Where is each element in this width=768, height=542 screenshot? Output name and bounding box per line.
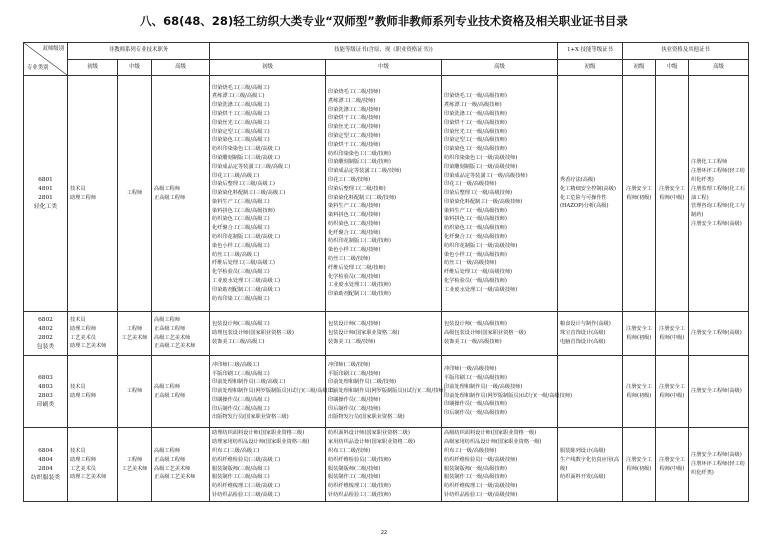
cell-line: 高级家用纺织品设计师(国家职业资格一级)	[444, 439, 542, 446]
cell-line: 生产线数字化仿真应用(高级)	[560, 456, 620, 472]
cell-nt-middle	[118, 428, 152, 502]
cell-line: 印染雕刻制版工(二级/技师)	[328, 159, 391, 166]
cell-line: 印染烘干工(二级/技师)	[328, 115, 381, 122]
cell-line: 化工危险与可操作性(HAZOP)分析(高级)	[560, 194, 609, 210]
cell-line: 正高级工程师	[154, 194, 186, 201]
cell-line: 印染烧毛工(二级/技师)	[328, 88, 381, 95]
cell-line: 煮练漂工(三级/高级工)	[212, 93, 265, 100]
cell-line: 平版印刷工(三级/高级工)	[212, 370, 270, 377]
cell-line: 印后制作员(一级/高级技师)	[444, 410, 507, 417]
cell-line: 服装陈列设计(高级)	[560, 447, 606, 454]
cell-pr-senior	[689, 356, 749, 428]
cell-line: 印花工(三级/高级工)	[212, 172, 260, 179]
cell-line: 印染烧毛工(一级/高级技师)	[444, 93, 507, 100]
cell-sk-senior	[442, 76, 558, 312]
cell-line: 秀香疗法(高级)	[560, 176, 596, 183]
cell-line: 工程师	[126, 190, 143, 197]
cell-line: 印前处理和制作员(网罗版制版员)(试行)(一级/高级技师)	[444, 392, 573, 399]
cell-line: 电脑首饰设计(高级)	[560, 338, 606, 345]
cell-line: 化工精细安全控制(高级)	[560, 185, 616, 192]
cell-x-primary	[558, 428, 623, 502]
cell-line: 6801	[38, 176, 53, 183]
cell-line: 印染染色工(一级/高级技师)	[444, 146, 507, 153]
cell-line: 工程师	[126, 388, 143, 395]
cell-line: 印染染色工(三级/高级工)	[212, 137, 270, 144]
cell-line: 染料拼色工(三级/高级技师)	[212, 207, 275, 214]
cell-line: 助理工程师	[70, 392, 96, 399]
cell-line: 出版物发行员(国家职业资格二级)	[328, 414, 405, 421]
cell-line: 正高级工程师	[154, 456, 186, 463]
cell-line: 染料拼色工(二级/技师)	[328, 212, 381, 219]
cell-line: 助理工程师	[70, 194, 96, 201]
cell-line: 注册安全工程师(中级)	[659, 185, 685, 201]
cell-sk-senior	[442, 356, 573, 428]
cell-line: 纺织印染染色工(三级/高级工)	[212, 146, 281, 153]
cell-nt-middle	[118, 356, 152, 428]
cell-line: 纺布印染工(三级/高级工)	[212, 295, 270, 302]
cell-line: 高级工艺美术师	[154, 465, 191, 472]
cell-line: 高级工程师	[154, 447, 180, 454]
cell-line: 染色小样工(一级/高级技师)	[444, 251, 507, 258]
header-level: 初级	[623, 59, 656, 76]
cell-line: 注册安全工程师(高级)	[691, 388, 742, 395]
cell-pr-primary	[623, 76, 656, 312]
cell-line: 印染丝光工(三级/高级工)	[212, 119, 270, 126]
cell-sk-primary	[210, 76, 326, 312]
cell-pr-primary	[623, 356, 656, 428]
cell-line: 技术员	[70, 316, 86, 323]
cell-pr-senior	[689, 312, 749, 356]
cell-line: 印染洗涤工(一级/高级技师)	[444, 110, 507, 117]
cell-line: 纺织面料设计师(国家职业资格二级)	[328, 430, 410, 437]
cell-line: 纺织印染染色工(一级/高级技师)	[444, 154, 518, 161]
cell-line: 出版物发行员(国家职业资格三级)	[212, 414, 289, 421]
cell-sk-primary	[210, 356, 335, 428]
cell-line: 印染助剂配制工(三级/高级工)	[212, 286, 281, 293]
cell-line: 工艺美术师	[121, 334, 148, 341]
cell-pr-primary	[623, 312, 656, 356]
cell-line: 纺织纤维检验员(二级/技师)	[328, 456, 391, 463]
cell-line: 印染烘干工(三级/高级工)	[212, 110, 270, 117]
cell-line: 纤维后处理工(三级/高级工)	[212, 260, 275, 267]
cell-nt-senior	[152, 76, 210, 312]
cell-nt-senior	[152, 428, 210, 502]
cell-line: 印染染化料配制工(三级/高级工)	[212, 190, 286, 197]
cell-pr-primary	[623, 428, 656, 502]
cell-line: 注册安全工程师(高级)	[691, 220, 742, 227]
cell-line: 6803	[38, 374, 53, 381]
cell-line: 纺织印花制版工(一级/高级技师)	[444, 242, 518, 249]
header-practice: 执业资格及其他证书	[623, 43, 749, 60]
cell-category	[24, 356, 68, 428]
cell-line: 织布工(二级/技师)	[328, 447, 371, 454]
header-level: 初级	[558, 59, 623, 76]
cell-line: 包装设计师(二级/技师)	[328, 321, 381, 328]
cell-pr-senior	[689, 76, 749, 312]
cell-line: 印后制作员(二级/技师)	[328, 405, 381, 412]
cell-line: 高级工程师	[154, 383, 180, 390]
cell-line: 煮练漂工(二级/技师)	[328, 97, 376, 104]
cell-line: 正高级工艺美术师	[154, 343, 196, 350]
cell-line: 纺织面料开发(高级)	[560, 474, 606, 481]
cell-line: 印染染化料配制工(二级/技师)	[328, 194, 397, 201]
cell-line: 工业废水处理工(三级/高级工)	[212, 278, 281, 285]
cell-line: 纺织印染染色工(二级/技师)	[328, 150, 391, 157]
cell-line: 6804	[38, 447, 53, 454]
table-row	[24, 76, 749, 312]
cell-line: 印染定型工(一级/高级技师)	[444, 137, 507, 144]
cell-x-primary	[558, 356, 623, 428]
header-corner-top: 双师级别	[42, 46, 64, 52]
cell-line: 纺织纤维检验员(三级/高级工)	[212, 456, 281, 463]
cell-line: 纺织服装类	[31, 474, 60, 481]
table-row	[24, 356, 749, 428]
cell-line: 2801	[38, 194, 53, 201]
page-number: 22	[380, 530, 388, 536]
cell-line: 印染成品定等装潢工(二级/技师)	[328, 168, 402, 175]
cell-line: 染料生产工(三级/高级工)	[212, 198, 270, 205]
cell-line: 织布工(一级/高级技师)	[444, 447, 497, 454]
cell-line: 平版印刷工(二级/技师)	[328, 370, 381, 377]
cell-nt-primary	[68, 312, 118, 356]
cell-line: 冲印师(三级/高级工)	[212, 361, 260, 368]
cell-line: 注册安全工程师(初级)	[626, 456, 652, 472]
cell-line: 工程师	[126, 456, 143, 463]
cell-line: 印染洗涤工(二级/技师)	[328, 106, 381, 113]
cell-line: 助理工艺美术师	[70, 474, 107, 481]
cell-line: 服装制作工(一级/高级技师)	[444, 474, 507, 481]
cell-line: 注册环评工程师(轻工纺织化纤类)	[691, 461, 745, 476]
cell-line: 纺织纤维梳理工(一级/高级技师)	[444, 483, 518, 490]
cell-line: 化学检验员(二级/技师)	[328, 273, 381, 280]
cell-line: 纤维后处理工(一级/高级技师)	[444, 269, 513, 276]
cell-line: 针纺织品检验工(二级/技师)	[328, 491, 391, 498]
cell-line: 2804	[38, 465, 53, 472]
cell-line: 高级工艺美术师	[154, 334, 191, 341]
cell-sk-middle	[326, 428, 442, 502]
cell-line: 高级纺织面料设计师(国家职业资格一级)	[444, 430, 537, 437]
cell-line: 4804	[38, 456, 53, 463]
cell-line: 纺丝工(三级/高级工)	[212, 251, 260, 258]
cell-nt-middle	[118, 76, 152, 312]
header-level: 中级	[118, 59, 152, 76]
cell-line: 注册安全工程师(高级)	[691, 452, 742, 459]
cell-line: 印染成品定等装潢工(三级/高级工)	[212, 163, 291, 170]
header-skill: 技能等级证书(含原、现《职业资格证书》)	[210, 43, 558, 60]
cell-line: 工业废水处理工(二级/技师)	[328, 282, 391, 289]
cell-nt-senior	[152, 356, 210, 428]
cell-pr-middle	[656, 428, 689, 502]
page-title: 八、68(48、28)轻工纺织大类专业“双师型”教师非教师系列专业技术资格及相关职业证书目录	[140, 14, 628, 28]
cell-line: 包装类	[36, 343, 55, 350]
cell-line: 注册安全工程师(中级)	[659, 456, 685, 472]
cell-line: 粮食设计与制作(高级)	[560, 321, 611, 328]
cell-sk-senior	[442, 312, 558, 356]
cell-line: 注册安全工程师(初级)	[626, 325, 652, 341]
cell-line: 注册环评工程师(轻工纺织化纤类)	[691, 168, 745, 183]
cell-line: 助理包装设计师(国家职业资格三级)	[212, 330, 294, 337]
cell-line: 注册安全工程师(初级)	[626, 185, 652, 201]
cell-line: 珠宝首饰设计(高级)	[560, 330, 606, 337]
cell-line: 服装制作工(三级/高级工)	[212, 474, 270, 481]
cell-line: 印染后整理工(二级/技师)	[328, 185, 386, 192]
cell-line: 纺织纤维检验员(一级/高级技师)	[444, 456, 518, 463]
cell-nt-senior	[152, 312, 210, 356]
cell-line: 高级包装设计师(国家职业资格一级)	[444, 330, 526, 337]
cell-line: 管理咨询工程师(化工与制药)	[691, 203, 745, 219]
cell-line: 印染烘干工(一级/高级技师)	[444, 119, 507, 126]
header-level: 初级	[68, 59, 118, 76]
cell-pr-middle	[656, 76, 689, 312]
cell-line: 4802	[38, 325, 53, 332]
cell-line: 助理纺织面料设计师(国家职业资格三级)	[212, 430, 305, 437]
cell-line: 注册化工工程师	[691, 159, 728, 166]
cell-line: 注册安全工程师(初级)	[626, 383, 652, 399]
cell-line: 纺织染色工(二级/技师)	[328, 220, 381, 227]
cell-line: 印前处理和制作员(网罗版制版员)(试行)(三级/高级工)	[212, 388, 335, 395]
cell-line: 正高级工程师	[154, 392, 186, 399]
cell-line: 6802	[38, 316, 53, 323]
cell-line: 服装制版师(三级/高级工)	[212, 465, 270, 472]
cell-line: 纺织纤维梳理工(二级/技师)	[328, 483, 391, 490]
cell-line: 助理家用纺织品设计师(国家职业资格三级)	[212, 439, 310, 446]
cell-line: 工艺美术员	[70, 465, 96, 472]
cell-line: 注册安全工程师(高级)	[691, 330, 742, 337]
header-1x: 1+X 技能等级证书	[558, 43, 623, 60]
cell-line: 服装制作工(二级/技师)	[328, 474, 381, 481]
cell-line: 装饰美工(三级/高级工)	[212, 338, 265, 345]
header-level: 高级	[152, 59, 210, 76]
cell-line: 染料拼色工(一级/高级技师)	[444, 216, 507, 223]
cell-sk-middle	[326, 312, 442, 356]
cell-line: 针纺织品检验工(一级/高级技师)	[444, 491, 518, 498]
cell-line: 纺织染色工(三级/高级工)	[212, 216, 270, 223]
table-body	[24, 76, 749, 502]
cell-category	[24, 76, 68, 312]
cell-line: 印染丝光工(一级/高级技师)	[444, 128, 507, 135]
certificate-table	[23, 42, 749, 502]
cell-line: 纺织印花制版工(三级/高级工)	[212, 234, 281, 241]
cell-line: 印前处理和制作员(网罗版制版员)(试行)(二级/技师)	[328, 388, 446, 395]
cell-line: 印刷操作员(三级/高级工)	[212, 396, 270, 403]
cell-line: 服装制版师(二级/技师)	[328, 465, 381, 472]
cell-nt-primary	[68, 76, 118, 312]
cell-line: 印前处理和制作员(三级/高级工)	[212, 379, 286, 386]
cell-nt-primary	[68, 356, 118, 428]
cell-line: 平版印刷工(一级/高级技师)	[444, 374, 507, 381]
cell-line: 装饰美工(二级/技师)	[328, 338, 376, 345]
cell-line: 助理工程师	[70, 456, 96, 463]
cell-line: 技术员	[70, 447, 86, 454]
cell-line: 2803	[38, 392, 53, 399]
cell-line: 染料生产工(二级/技师)	[328, 203, 381, 210]
cell-line: 装饰美工(一级/高级技师)	[444, 338, 502, 345]
cell-line: 正高级工艺美术师	[154, 474, 196, 481]
cell-line: 服装制版师(一级/高级技师)	[444, 465, 507, 472]
header-level: 初级	[210, 59, 326, 76]
cell-category	[24, 312, 68, 356]
cell-line: 技术员	[70, 185, 86, 192]
cell-line: 技术员	[70, 383, 86, 390]
cell-pr-middle	[656, 356, 689, 428]
cell-line: 助理工艺美术师	[70, 343, 107, 350]
cell-line: 印染定型工(二级/技师)	[328, 132, 381, 139]
cell-line: 印后制作员(三级/高级工)	[212, 405, 270, 412]
cell-line: 纺丝工(二级/技师)	[328, 256, 371, 263]
cell-line: 2802	[38, 334, 53, 341]
cell-line: 冲印师(一级/高级技师)	[444, 366, 497, 373]
cell-line: 化纤聚合工(二级/技师)	[328, 229, 381, 236]
cell-line: 染料生产工(一级/高级技师)	[444, 207, 507, 214]
cell-line: 化纤聚合工(三级/高级工)	[212, 225, 270, 232]
header-level: 中级	[656, 59, 689, 76]
cell-line: 印染定型工(三级/高级工)	[212, 128, 270, 135]
cell-line: 工业废水处理工(一级/高级技师)	[444, 286, 518, 293]
cell-line: 包装设计师(三级/高级工)	[212, 321, 270, 328]
header-level: 高级	[689, 59, 749, 76]
table-row	[24, 312, 749, 356]
cell-line: 织布工(三级/高级工)	[212, 447, 260, 454]
cell-line: 煮练漂工(一级/高级技师)	[444, 102, 502, 109]
cell-line: 印染雕刻制版工(三级/高级工)	[212, 154, 281, 161]
cell-line: 家用纺织品设计师(国家职业资格二级)	[328, 439, 416, 446]
cell-line: 印染洗涤工(三级/高级工)	[212, 102, 270, 109]
cell-category	[24, 428, 68, 502]
cell-x-primary	[558, 312, 623, 356]
cell-line: 注册监理工程师(化工石油工程)	[691, 185, 745, 201]
cell-sk-middle	[326, 356, 446, 428]
cell-line: 印染后整理工(三级/高级工)	[212, 181, 275, 188]
cell-line: 纺织纤维梳理工(三级/高级工)	[212, 483, 281, 490]
cell-line: 纺丝工(一级/高级技师)	[444, 260, 497, 267]
cell-sk-middle	[326, 76, 442, 312]
cell-line: 印刷操作员(二级/技师)	[328, 396, 381, 403]
cell-line: 化纤聚合工(一级/高级技师)	[444, 234, 507, 241]
header-nonteacher: 非教师系列专业技术职务	[68, 43, 210, 60]
cell-line: 高级工程师	[154, 316, 180, 323]
cell-line: 包装设计师(国家职业资格二级)	[328, 330, 400, 337]
cell-line: 印染助剂配制工(二级/技师)	[328, 291, 391, 298]
header-corner	[24, 43, 68, 76]
cell-nt-primary	[68, 428, 118, 502]
cell-line: 工艺美术员	[70, 334, 96, 341]
cell-sk-primary	[210, 428, 326, 502]
cell-line: 染色小样工(二级/技师)	[328, 247, 381, 254]
cell-x-primary	[558, 76, 623, 312]
cell-line: 高级工程师	[154, 185, 180, 192]
cell-line: 印刷类	[36, 401, 55, 408]
header-level: 中级	[326, 59, 442, 76]
cell-line: 针纺织品检验工(三级/高级工)	[212, 491, 281, 498]
cell-line: 纺织染色工(一级/高级技师)	[444, 225, 507, 232]
cell-line: 印前处理和制作员(一级/高级技师)	[444, 383, 523, 390]
cell-line: 助理工程师	[70, 325, 96, 332]
cell-line: 印刷操作员(一级/高级技师)	[444, 401, 507, 408]
cell-line: 印染烧毛工(三级/高级工)	[212, 84, 270, 91]
cell-nt-middle	[118, 312, 152, 356]
cell-line: 印染烘干工(二级/技师)	[328, 141, 381, 148]
cell-line: 印染染化料配制工(一级/高级技师)	[444, 198, 523, 205]
header-corner-bottom: 专业类别	[27, 65, 49, 72]
cell-line: 化学检验员(三级/高级工)	[212, 269, 270, 276]
cell-line: 冲印师(二级/技师)	[328, 361, 371, 368]
cell-line: 工程师	[126, 325, 143, 332]
cell-line: 纤维后处理工(二级/技师)	[328, 264, 386, 271]
cell-line: 印染丝光工(二级/技师)	[328, 124, 381, 131]
cell-pr-middle	[656, 312, 689, 356]
cell-pr-senior	[689, 428, 749, 502]
cell-line: 轻化工类	[33, 203, 58, 210]
cell-line: 印花工(二级/技师)	[328, 176, 371, 183]
cell-line: 化学检验员(一级/高级技师)	[444, 278, 507, 285]
cell-line: 正高级工程师	[154, 325, 186, 332]
cell-line: 印染雕刻制版工(一级/高级技师)	[444, 163, 518, 170]
header-level: 高级	[442, 59, 558, 76]
cell-sk-senior	[442, 428, 558, 502]
table-row	[24, 428, 749, 502]
cell-line: 包装设计师(一级/高级技师)	[444, 321, 507, 328]
cell-line: 印花工(一级/高级技师)	[444, 181, 497, 188]
cell-line: 4801	[38, 185, 53, 192]
cell-line: 4803	[38, 383, 53, 390]
cell-sk-primary	[210, 312, 326, 356]
cell-line: 印染成品定等装潢工(一级/高级技师)	[444, 172, 528, 179]
cell-line: 工艺美术师	[121, 465, 148, 472]
cell-line: 染色小样工(三级/高级工)	[212, 242, 270, 249]
cell-line: 注册安全工程师(中级)	[659, 383, 685, 399]
cell-line: 注册安全工程师(中级)	[659, 325, 685, 341]
cell-line: 印前处理和制作员(二级/技师)	[328, 379, 397, 386]
cell-line: 印染后整理工(一级/高级技师)	[444, 190, 513, 197]
cell-line: 纺织印花制版工(二级/技师)	[328, 238, 391, 245]
